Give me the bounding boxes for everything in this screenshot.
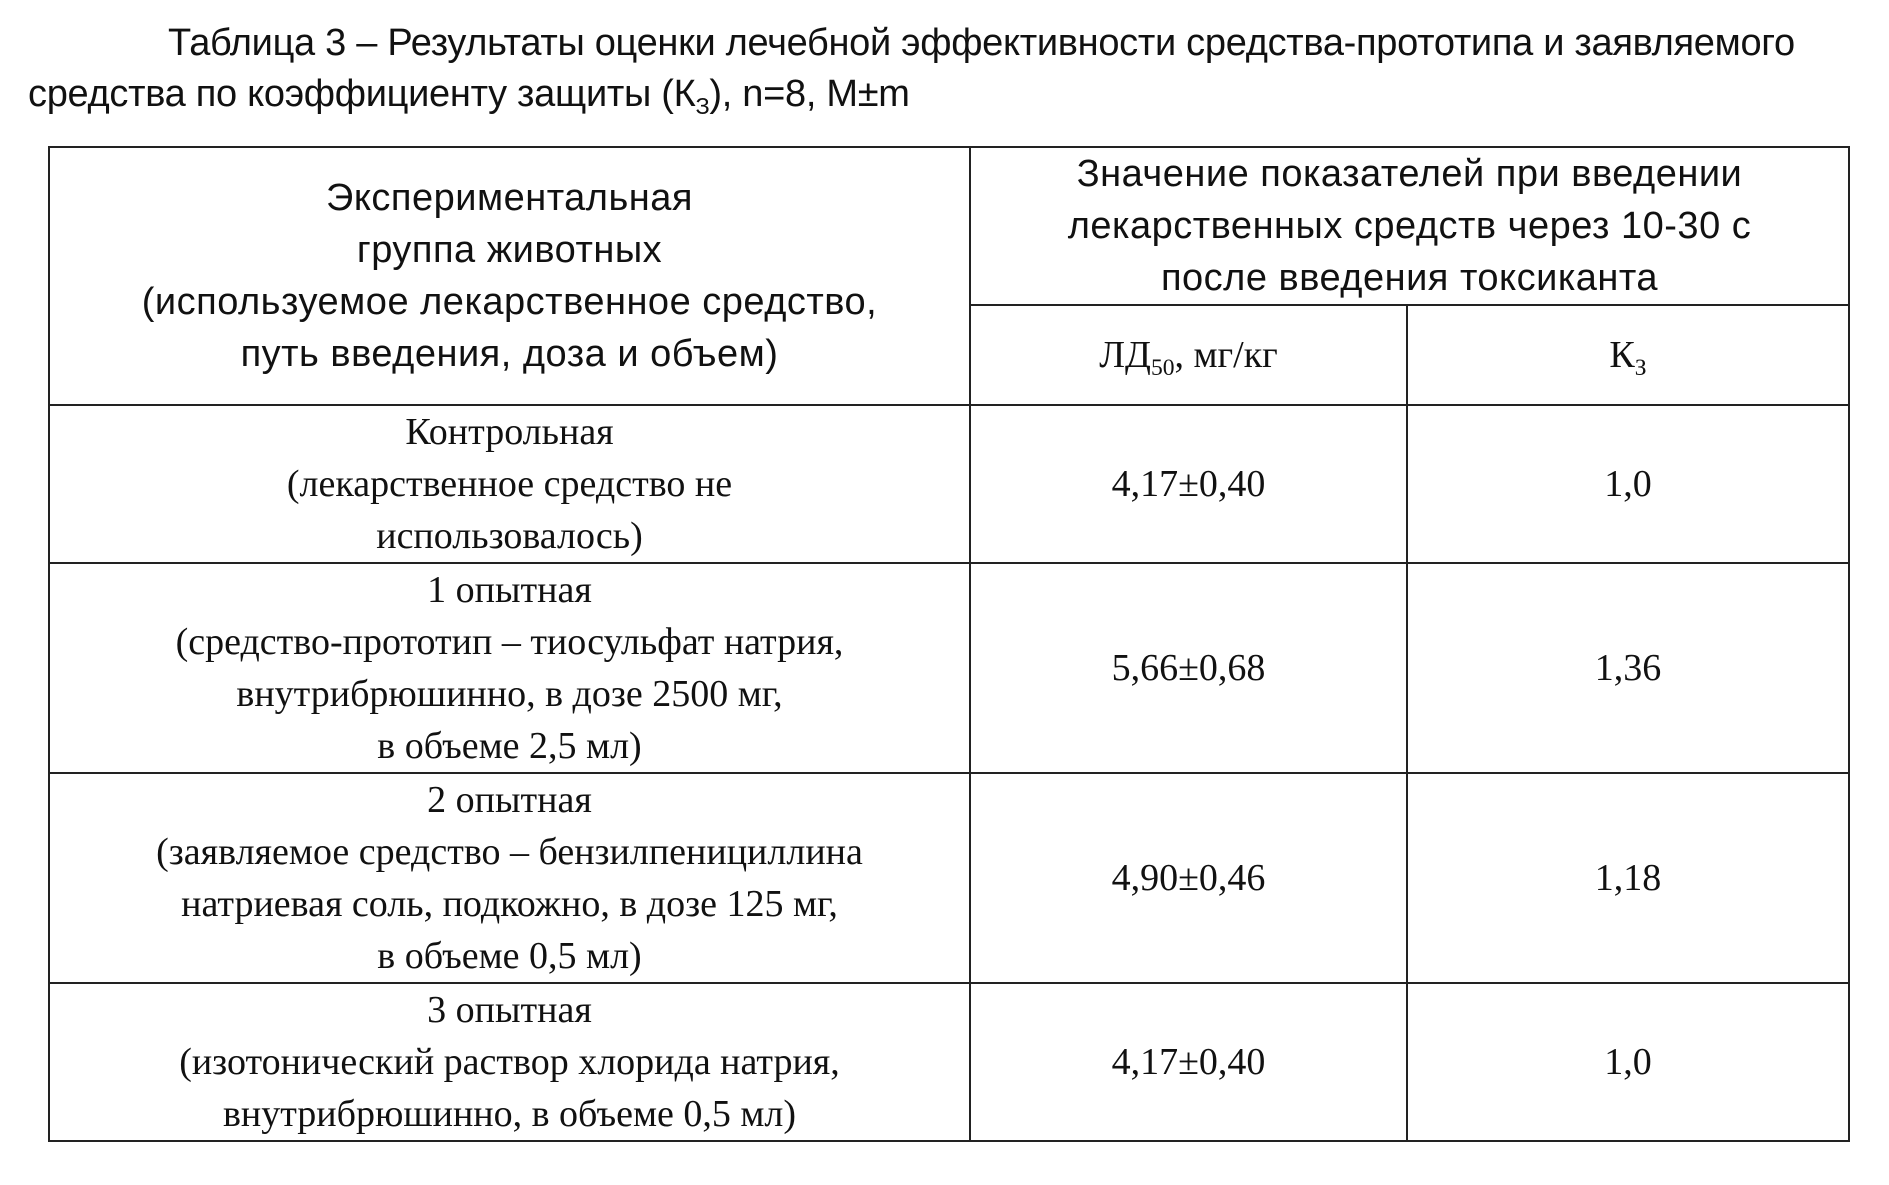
ld50-label: ЛД <box>1099 334 1151 376</box>
group-cell: Контрольная (лекарственное средство не использовалось) <box>49 405 970 563</box>
table-caption <box>28 18 1868 120</box>
header-kz-cell <box>1407 305 1849 405</box>
header-group-line: путь введения, доза и объем) <box>240 333 779 375</box>
caption-line-2: средства по коэффициенту защиты $(К_З)$, n=8, M±m <box>28 73 910 120</box>
header-group-line: Экспериментальная <box>326 177 693 219</box>
kz-subscript: З <box>1634 355 1647 382</box>
group-cell: 1 опытная (средство-прототип – тиосульфат натрия, внутрибрюшинно, в дозе 2500 мг, в объеме 2,5 мл) <box>49 563 970 773</box>
ld50-unit: , мг/кг <box>1174 334 1278 376</box>
caption-line-1: Таблица 3 – Результаты оценки лечебной эффективности средства-прототипа и заявляемого <box>168 22 1795 64</box>
group-cell: 2 опытная (заявляемое средство – бензилпенициллина натриевая соль, подкожно, в дозе 125 мг, в объеме 0,5 мл) <box>49 773 970 983</box>
header-group-cell <box>49 147 970 405</box>
header-values-line: лекарственных средств через 10-30 с <box>1067 205 1752 247</box>
header-values-line: Значение показателей при введении <box>1076 153 1743 195</box>
table-row <box>49 563 1849 773</box>
kz-value: 1,0 <box>1407 983 1849 1141</box>
kz-value: 1,0 <box>1407 405 1849 563</box>
kz-label: К <box>1609 334 1635 376</box>
header-ld50-cell <box>970 305 1407 405</box>
group-cell: 3 опытная (изотонический раствор хлорида натрия, внутрибрюшинно, в объеме 0,5 мл) <box>49 983 970 1141</box>
header-group-line: (используемое лекарственное средство, <box>141 281 878 323</box>
ld50-value: 4,90±0,46 <box>970 773 1407 983</box>
ld50-subscript: 50 <box>1150 355 1175 382</box>
results-table <box>48 146 1850 1142</box>
kz-value: 1,18 <box>1407 773 1849 983</box>
ld50-value: 5,66±0,68 <box>970 563 1407 773</box>
ld50-value: 4,17±0,40 <box>970 405 1407 563</box>
ld50-value: 4,17±0,40 <box>970 983 1407 1141</box>
table-row <box>49 405 1849 563</box>
table-row <box>49 773 1849 983</box>
header-group-line: группа животных <box>356 229 663 271</box>
header-values-cell <box>970 147 1849 305</box>
table-row <box>49 983 1849 1141</box>
header-values-line: после введения токсиканта <box>1160 257 1659 299</box>
header-row-1 <box>49 147 1849 305</box>
kz-value: 1,36 <box>1407 563 1849 773</box>
